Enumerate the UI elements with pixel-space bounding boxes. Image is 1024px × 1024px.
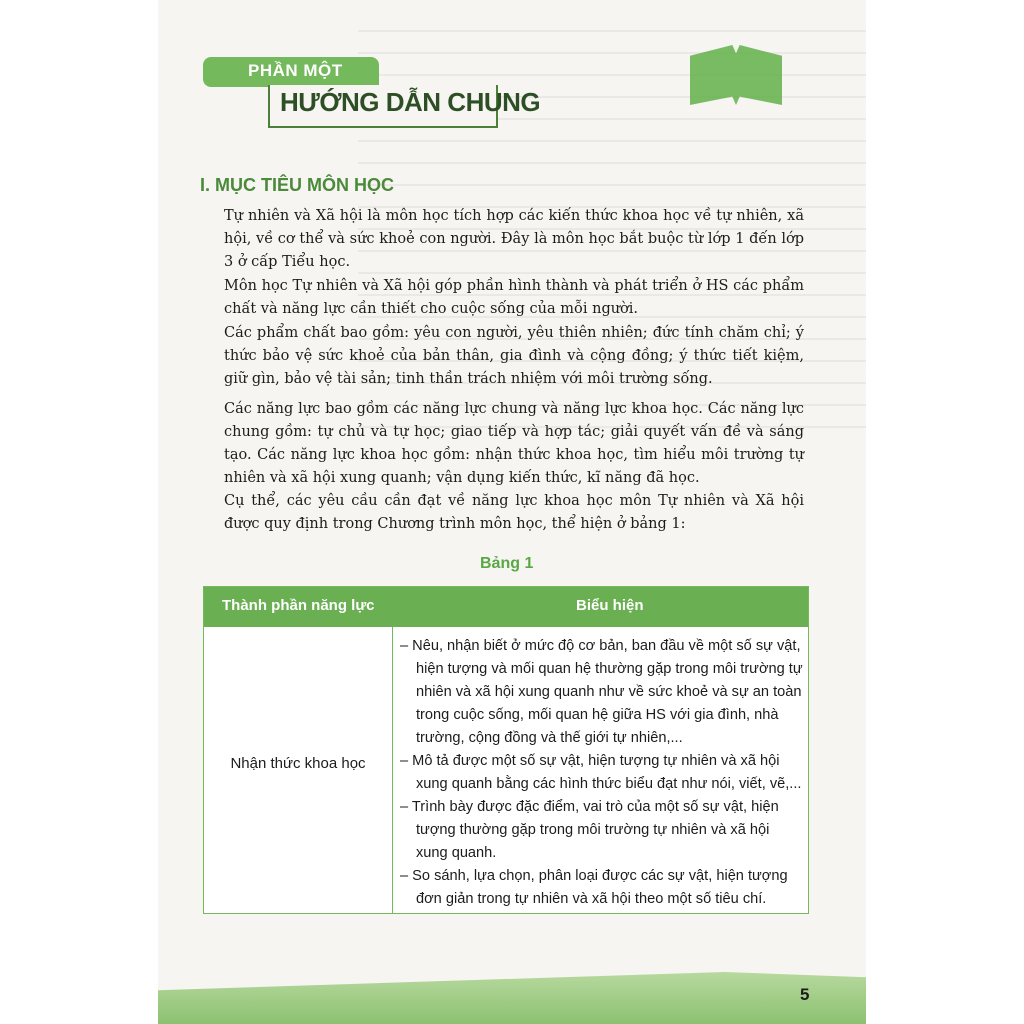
column-divider [392,627,393,913]
column-header-expression: Biểu hiện [576,597,644,614]
part-label: PHẦN MỘT [248,61,343,80]
list-item: – Mô tả được một số sự vật, hiện tượng tự nhiên và xã hội xung quanh bằng các hình thức biểu đạt như nói, viết, vẽ,... [400,753,802,792]
list-item: – Nêu, nhận biết ở mức độ cơ bản, ban đầu về một số sự vật, hiện tượng và mối quan hệ thường gặp trong môi trường tự nhiên và xã hội xung quanh như về sức khoẻ và sự an toàn trong cuộc sống, mối quan hệ giữa HS với gia đình, nhà trường, cộng đồng và thế giới tự nhiên,... [400,638,803,746]
paragraph-3: Các phẩm chất bao gồm: yêu con người, yêu thiên nhiên; đức tính chăm chỉ; ý thức bảo vệ sức khoẻ của bản thân, gia đình và cộng đồng; ý thức tiết kiệm, giữ gìn, bảo vệ tài sản; tinh thần trách nhiệm với môi trường sống. [224,325,804,387]
paragraph-2: Môn học Tự nhiên và Xã hội góp phần hình thành và phát triển ở HS các phẩm chất và năng lực cần thiết cho cuộc sống của mỗi người. [224,278,804,317]
table-cell-component: Nhận thức khoa học [230,755,366,772]
list-item: – Trình bày được đặc điểm, vai trò của một số sự vật, hiện tượng thường gặp trong môi trường tự nhiên và xã hội xung quanh. [400,799,779,861]
page-title: HƯỚNG DẪN CHUNG [280,87,541,117]
section-heading: I. MỤC TIÊU MÔN HỌC [200,175,394,195]
table-header-row [204,587,808,627]
column-header-component: Thành phần năng lực [222,597,375,614]
paragraph-4: Các năng lực bao gồm các năng lực chung và năng lực khoa học. Các năng lực chung gồm: tự chủ và tự học; giao tiếp và hợp tác; giải quyết vấn đề và sáng tạo. Các năng lực khoa học gồm: nhận thức khoa học, tìm hiểu môi trường tự nhiên và xã hội xung quanh; vận dụng kiến thức, kĩ năng đã học. [224,401,804,486]
competency-table [203,586,809,914]
page-number: 5 [800,985,810,1004]
paragraph-5: Cụ thể, các yêu cầu cần đạt về năng lực khoa học môn Tự nhiên và Xã hội được quy định trong Chương trình môn học, thể hiện ở bảng 1: [224,493,804,532]
table-cell-expression-list [400,635,804,911]
paragraph-1: Tự nhiên và Xã hội là môn học tích hợp các kiến thức khoa học về tự nhiên, xã hội, về cơ thể và sức khoẻ con người. Đây là môn học bắt buộc từ lớp 1 đến lớp 3 ở cấp Tiểu học. [224,208,804,270]
open-book-icon [690,45,782,105]
list-item: – So sánh, lựa chọn, phân loại được các sự vật, hiện tượng đơn giản trong tự nhiên và xã hội theo một số tiêu chí. [400,868,788,907]
table-caption: Bảng 1 [480,555,534,572]
